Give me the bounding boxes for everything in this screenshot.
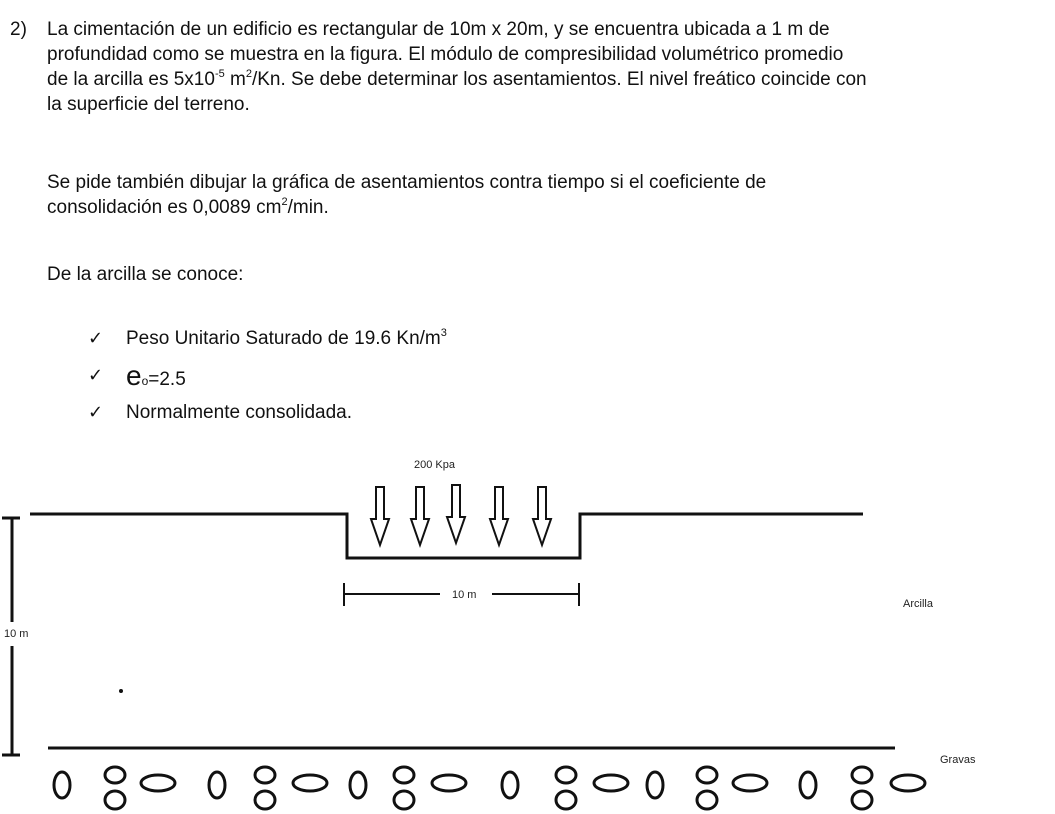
checkmark-icon: ✓ — [88, 328, 104, 349]
statement-line-3a: de la arcilla es 5x10 — [47, 69, 215, 90]
load-arrow-icon — [447, 485, 465, 543]
consolidation-line-1: Se pide también dibujar la gráfica de asentamientos contra tiempo si el coeficiente de — [47, 172, 767, 193]
cubic-exponent: 3 — [440, 327, 447, 339]
cm-exponent: 2 — [281, 196, 288, 208]
width-label: 10 m — [452, 589, 477, 601]
exponent-2: 2 — [245, 68, 252, 80]
checkmark-icon: ✓ — [88, 365, 104, 386]
normally-consolidated-text: Normalmente consolidada. — [126, 402, 353, 423]
load-arrow-icon — [411, 487, 429, 545]
problem-number: 2) — [10, 19, 27, 40]
void-ratio-symbol: e — [126, 360, 142, 391]
problem-statement — [47, 17, 1023, 117]
statement-line-3c: /Kn. Se debe determinar los asentamientos. El nivel freático coincide con — [251, 69, 867, 90]
checkmark-icon: ✓ — [88, 402, 104, 423]
ground-profile — [30, 514, 863, 558]
dot-mark — [119, 689, 123, 693]
statement-line-1: La cimentación de un edificio es rectangular de 10m x 20m, y se encuentra ubicada a 1 m de — [47, 19, 830, 40]
statement-line-3b: m — [224, 69, 246, 90]
exponent-minus-5: -5 — [214, 68, 225, 80]
load-arrows — [371, 485, 551, 545]
depth-label: 10 m — [4, 628, 29, 640]
load-label: 200 Kpa — [414, 459, 455, 471]
gravel-pattern — [54, 767, 925, 809]
load-arrow-icon — [371, 487, 389, 545]
load-arrow-icon — [533, 487, 551, 545]
statement-line-2: profundidad como se muestra en la figura. El módulo de compresibilidad volumétrico promedio — [47, 44, 844, 65]
consolidation-paragraph — [47, 170, 1023, 220]
gravel-label: Gravas — [940, 754, 976, 766]
void-ratio-value: =2.5 — [148, 369, 186, 390]
consolidation-line-2: consolidación es 0,0089 cm — [47, 197, 282, 218]
statement-line-4: la superficie del terreno. — [47, 94, 250, 115]
consolidation-line-2b: /min. — [287, 197, 329, 218]
load-arrow-icon — [490, 487, 508, 545]
known-intro: De la arcilla se conoce: — [47, 264, 244, 285]
clay-label: Arcilla — [903, 598, 933, 610]
unit-weight-text: Peso Unitario Saturado de 19.6 Kn/m — [126, 328, 441, 349]
void-ratio-subscript: o — [141, 374, 149, 388]
foundation-figure — [0, 440, 1055, 814]
